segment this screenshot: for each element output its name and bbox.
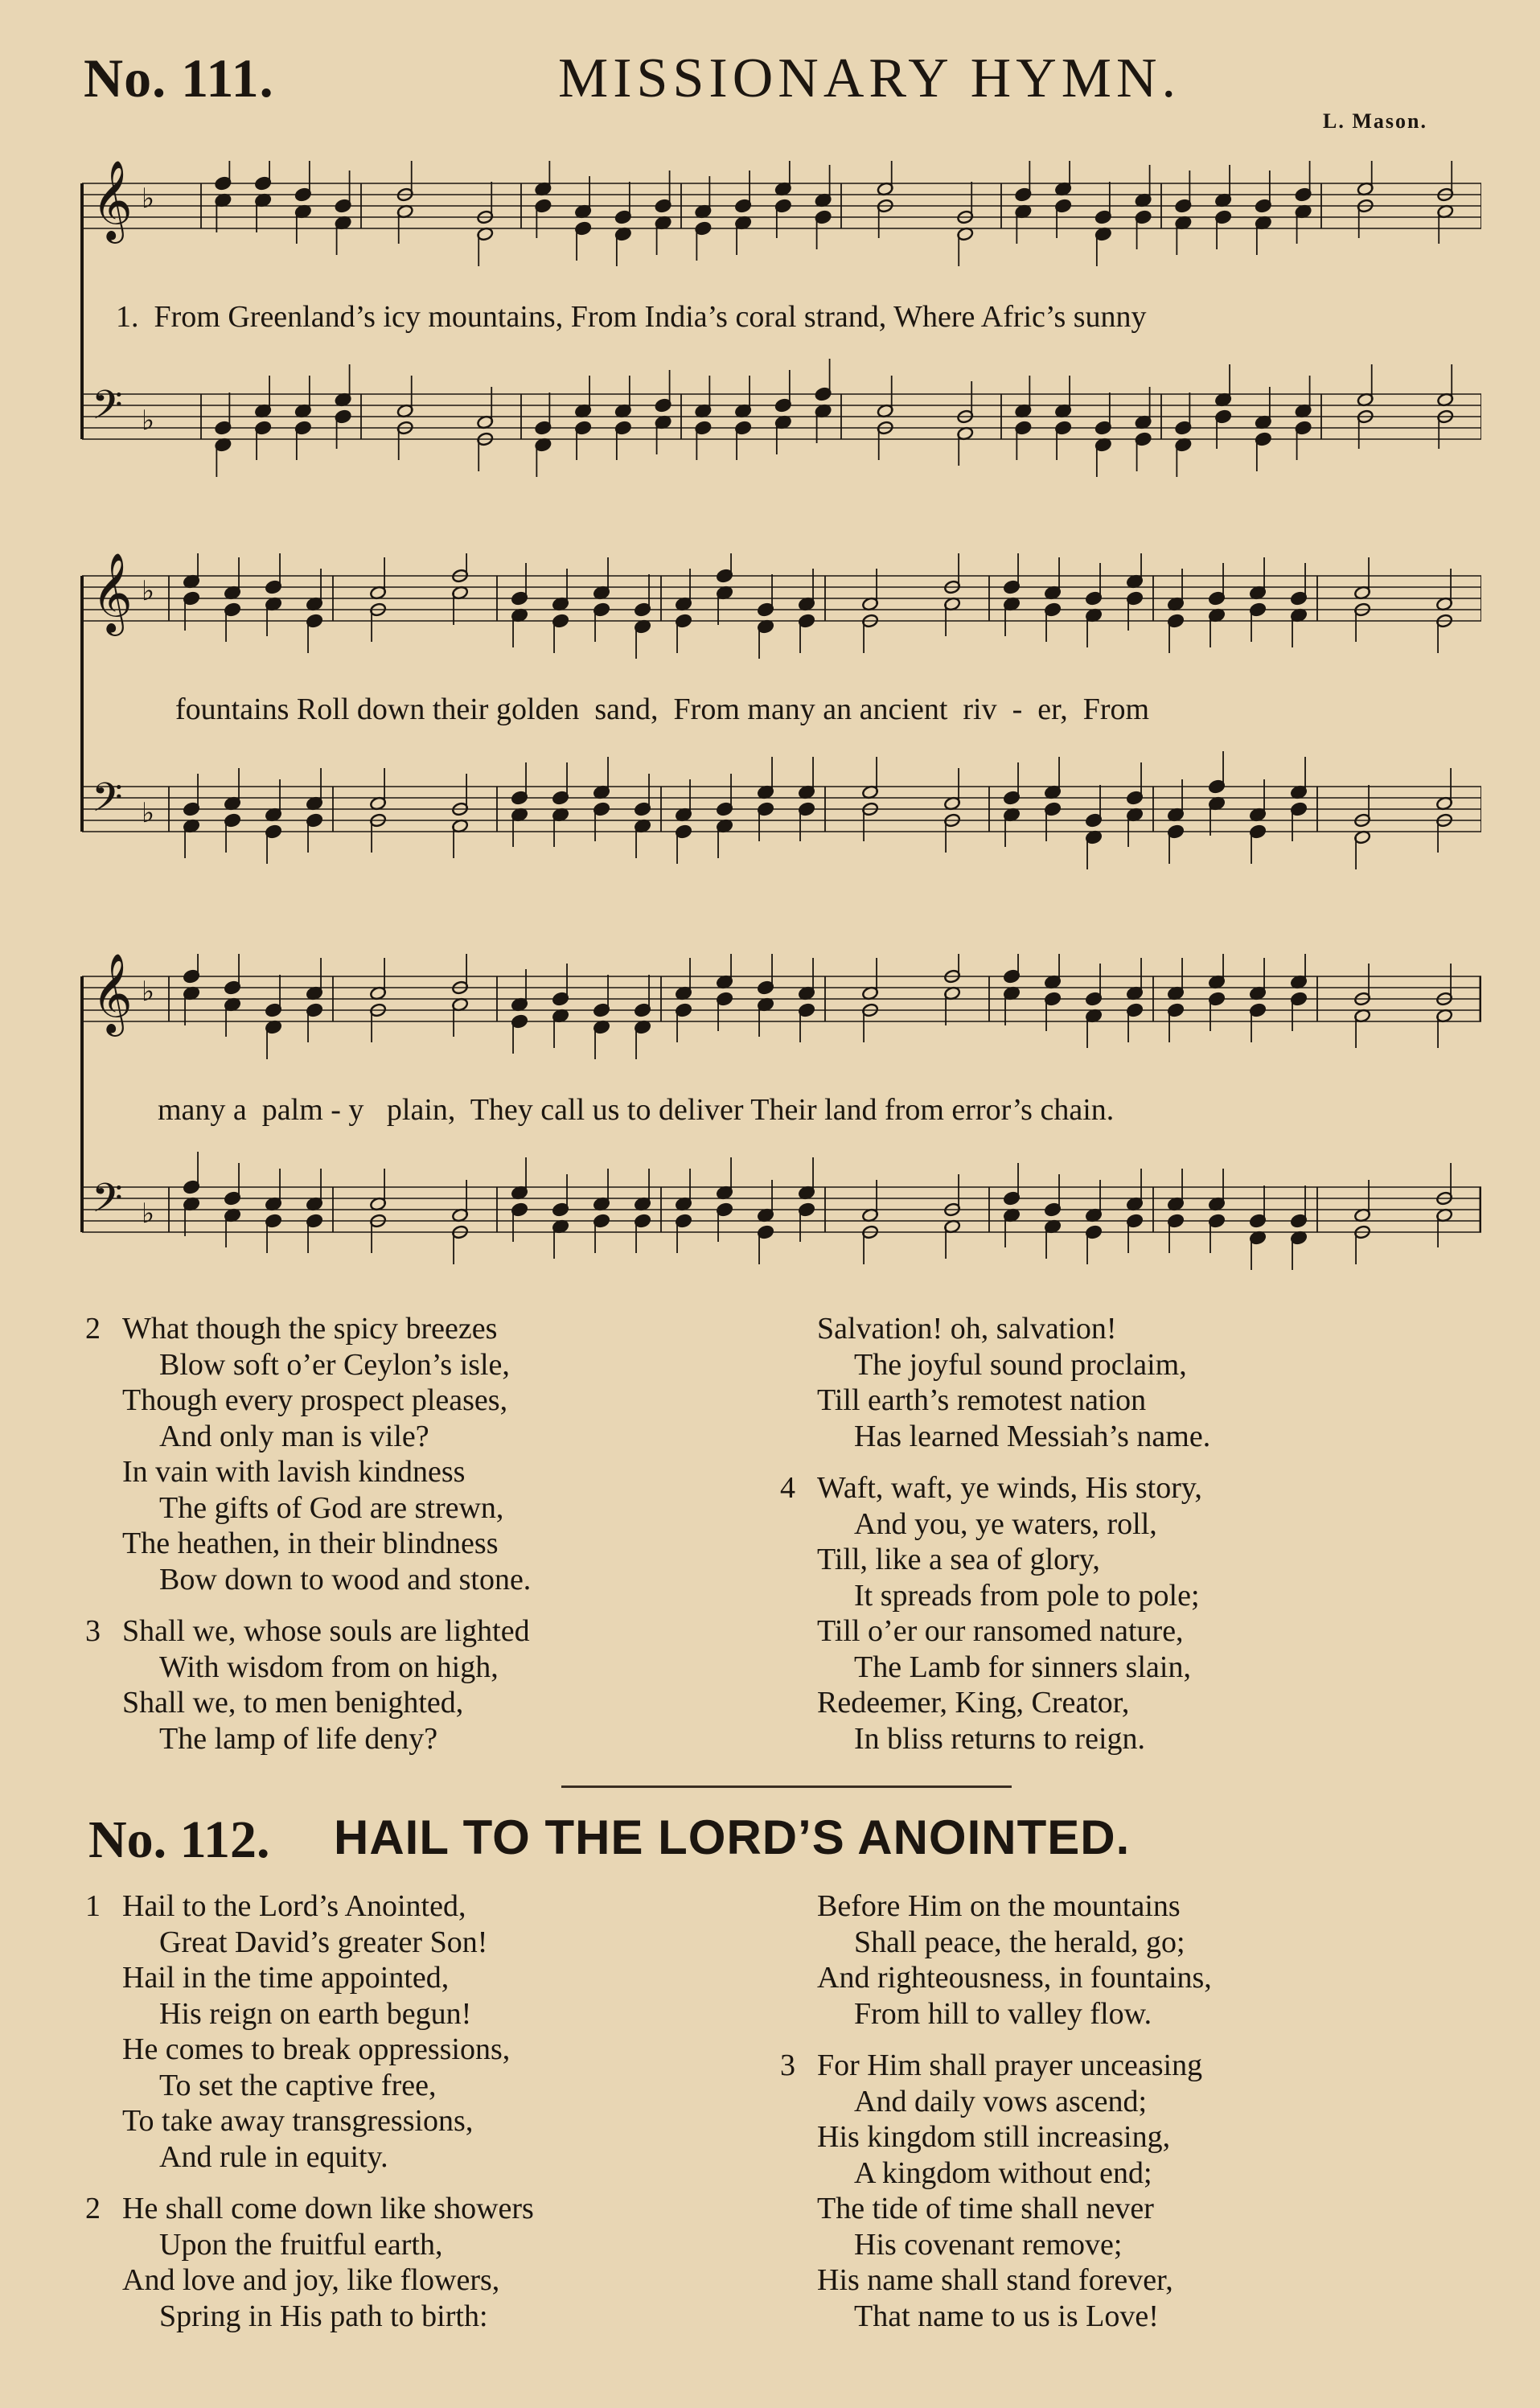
hymn-112-verses-right — [780, 1888, 1476, 2350]
verse-line — [817, 2155, 1476, 2192]
section-divider — [561, 1785, 1012, 1788]
verse-text: Has learned Messiah’s name. — [854, 1419, 1211, 1453]
verse-text: The tide of time shall never — [817, 2192, 1154, 2225]
verse-text: Till o’er our ransomed nature, — [817, 1614, 1184, 1648]
verse-line — [780, 1311, 1476, 1347]
verse-number: 1 — [85, 1889, 101, 1923]
verse-text: The heathen, in their blindness — [122, 1527, 499, 1560]
verse-line — [817, 1542, 1476, 1578]
verse-text: For Him shall prayer unceasing — [817, 2048, 1203, 2082]
verse-line — [817, 1996, 1476, 2032]
verse-text: His name shall stand forever, — [817, 2263, 1173, 2297]
treble-clef-icon: 𝄞 — [92, 954, 133, 1033]
verse-stanza — [85, 1888, 782, 2175]
verse-text: Though every prospect pleases, — [122, 1383, 508, 1417]
verse-line — [122, 1490, 782, 1527]
verse-line — [122, 1925, 782, 1961]
flat-icon: ♭ — [142, 1198, 155, 1230]
verse-line — [817, 1613, 1476, 1650]
hymn-number: No. 111. — [84, 47, 274, 109]
verse-text: Shall we, whose souls are lighted — [122, 1614, 530, 1648]
verse-line — [817, 1650, 1476, 1686]
verse-text: Hail to the Lord’s Anointed, — [122, 1889, 466, 1923]
verse-line — [122, 1383, 782, 1419]
verse-line — [85, 2191, 782, 2227]
verse-line — [122, 2032, 782, 2068]
verse-line — [780, 1888, 1476, 1925]
music-system-2 — [66, 553, 1481, 891]
verse-text: Till earth’s remotest nation — [817, 1383, 1147, 1417]
verse-line — [122, 2227, 782, 2263]
verse-line — [85, 1613, 782, 1650]
verse-text: The gifts of God are strewn, — [159, 1490, 504, 1525]
verse-text: Upon the fruitful earth, — [159, 2227, 443, 2262]
verse-number: 4 — [780, 1471, 795, 1505]
composer-credit: L. Mason. — [1323, 109, 1427, 133]
verse-number: 2 — [85, 2192, 101, 2225]
verse-line — [817, 1925, 1476, 1961]
verse-text: And rule in equity. — [159, 2139, 388, 2174]
verse-line — [122, 1419, 782, 1455]
verse-line — [122, 2299, 782, 2335]
verse-text: Hail in the time appointed, — [122, 1961, 450, 1995]
verse-text: Shall peace, the herald, go; — [854, 1925, 1185, 1959]
verse-text: That name to us is Love! — [854, 2299, 1159, 2333]
verse-line — [817, 1578, 1476, 1614]
lyric-line-3: many a palm - y plain, They call us to deliver Their land from error’s chain. — [158, 1093, 1115, 1127]
verse-text: He shall come down like showers — [122, 2192, 534, 2225]
verse-text: Redeemer, King, Creator, — [817, 1686, 1130, 1720]
verse-number: 2 — [85, 1312, 101, 1346]
hymn-111-verses-right — [780, 1311, 1476, 1773]
treble-clef-icon: 𝄞 — [92, 553, 133, 633]
verse-stanza — [780, 2048, 1476, 2334]
verse-text: Before Him on the mountains — [817, 1889, 1181, 1923]
hymn-112-header — [88, 1810, 1456, 1874]
hymn-112-verses-left — [85, 1888, 782, 2350]
verse-text: His covenant remove; — [854, 2227, 1123, 2262]
verse-line — [817, 2262, 1476, 2299]
verse-line — [817, 2119, 1476, 2155]
verse-line — [817, 2299, 1476, 2335]
verse-text: To set the captive free, — [159, 2068, 437, 2102]
verse-line — [817, 1419, 1476, 1455]
verse-text: In vain with lavish kindness — [122, 1455, 466, 1489]
verse-line — [780, 1470, 1476, 1506]
verse-text: Shall we, to men benighted, — [122, 1686, 464, 1720]
verse-text: From hill to valley flow. — [854, 1996, 1152, 2031]
treble-clef-icon: 𝄞 — [92, 161, 133, 240]
verse-text: The joyful sound proclaim, — [854, 1347, 1187, 1382]
verse-line — [817, 1685, 1476, 1721]
verse-text: Waft, waft, ye winds, His story, — [817, 1471, 1202, 1505]
bass-clef-icon: 𝄢 — [92, 1175, 123, 1231]
lyric-line-1: 1. From Greenland’s icy mountains, From India’s coral strand, Where Afric’s sunny — [116, 300, 1147, 334]
verse-line — [122, 1562, 782, 1598]
verse-line — [817, 2227, 1476, 2263]
verse-line — [817, 1960, 1476, 1996]
bass-clef-icon: 𝄢 — [92, 382, 123, 438]
verse-line — [122, 2103, 782, 2139]
flat-icon: ♭ — [142, 797, 155, 829]
verse-text: Blow soft o’er Ceylon’s isle, — [159, 1347, 510, 1382]
flat-icon: ♭ — [142, 405, 155, 437]
verse-text: To take away transgressions, — [122, 2104, 474, 2138]
verse-line — [122, 2068, 782, 2104]
verse-line — [122, 1721, 782, 1757]
verse-text: In bliss returns to reign. — [854, 1721, 1146, 1756]
verse-line — [122, 2139, 782, 2176]
verse-text: He comes to break oppressions, — [122, 2032, 511, 2066]
verse-stanza — [85, 1311, 782, 1597]
verse-number: 3 — [85, 1614, 101, 1648]
verse-text: His reign on earth begun! — [159, 1996, 472, 2031]
verse-line — [780, 2048, 1476, 2084]
verse-stanza — [85, 1613, 782, 1757]
verse-text: Bow down to wood and stone. — [159, 1562, 532, 1596]
hymn-111-verses-left — [85, 1311, 782, 1773]
flat-icon: ♭ — [142, 575, 155, 607]
verse-text: And righteousness, in fountains, — [817, 1961, 1212, 1995]
music-system-1 — [66, 161, 1481, 499]
verse-text: A kingdom without end; — [854, 2155, 1152, 2190]
verse-line — [122, 1996, 782, 2032]
verse-line — [817, 2084, 1476, 2120]
verse-number: 3 — [780, 2048, 795, 2082]
verse-text: And you, ye waters, roll, — [854, 1506, 1157, 1541]
verse-line — [85, 1311, 782, 1347]
verse-line — [122, 2262, 782, 2299]
verse-text: The lamp of life deny? — [159, 1721, 438, 1756]
verse-text: Spring in His path to birth: — [159, 2299, 488, 2333]
flat-icon: ♭ — [142, 183, 155, 215]
verse-line — [817, 1347, 1476, 1383]
verse-text: Till, like a sea of glory, — [817, 1543, 1100, 1576]
hymn-title: MISSIONARY HYMN. — [558, 47, 1181, 109]
verse-line — [122, 1685, 782, 1721]
verse-line — [817, 1506, 1476, 1543]
verse-text: Great David’s greater Son! — [159, 1925, 488, 1959]
verse-stanza — [817, 1311, 1476, 1454]
verse-line — [122, 1650, 782, 1686]
verse-line — [122, 1960, 782, 1996]
verse-line — [122, 1526, 782, 1562]
verse-line — [122, 1347, 782, 1383]
verse-line — [817, 1721, 1476, 1757]
verse-text: His kingdom still increasing, — [817, 2120, 1171, 2154]
verse-text: The Lamb for sinners slain, — [854, 1650, 1191, 1684]
verse-stanza — [780, 1470, 1476, 1757]
verse-text: With wisdom from on high, — [159, 1650, 499, 1684]
verse-text: And only man is vile? — [159, 1419, 429, 1453]
verse-text: It spreads from pole to pole; — [854, 1578, 1200, 1613]
hymn-title: HAIL TO THE LORD’S ANOINTED. — [334, 1810, 1131, 1864]
bass-clef-icon: 𝄢 — [92, 775, 123, 831]
hymn-111-header — [84, 47, 1467, 111]
verse-stanza — [817, 1888, 1476, 2032]
verse-line — [122, 1454, 782, 1490]
music-system-3 — [66, 954, 1481, 1292]
verse-line — [85, 1888, 782, 1925]
verse-line — [817, 1383, 1476, 1419]
verse-text: And love and joy, like flowers, — [122, 2263, 500, 2297]
flat-icon: ♭ — [142, 976, 155, 1008]
verse-text: And daily vows ascend; — [854, 2084, 1148, 2118]
lyric-line-2: fountains Roll down their golden sand, From many an ancient riv - er, From — [175, 692, 1150, 726]
verse-stanza — [85, 2191, 782, 2334]
verse-text: Salvation! oh, salvation! — [817, 1312, 1117, 1346]
verse-text: What though the spicy breezes — [122, 1312, 498, 1346]
hymn-number: No. 112. — [88, 1810, 270, 1869]
verse-line — [817, 2191, 1476, 2227]
